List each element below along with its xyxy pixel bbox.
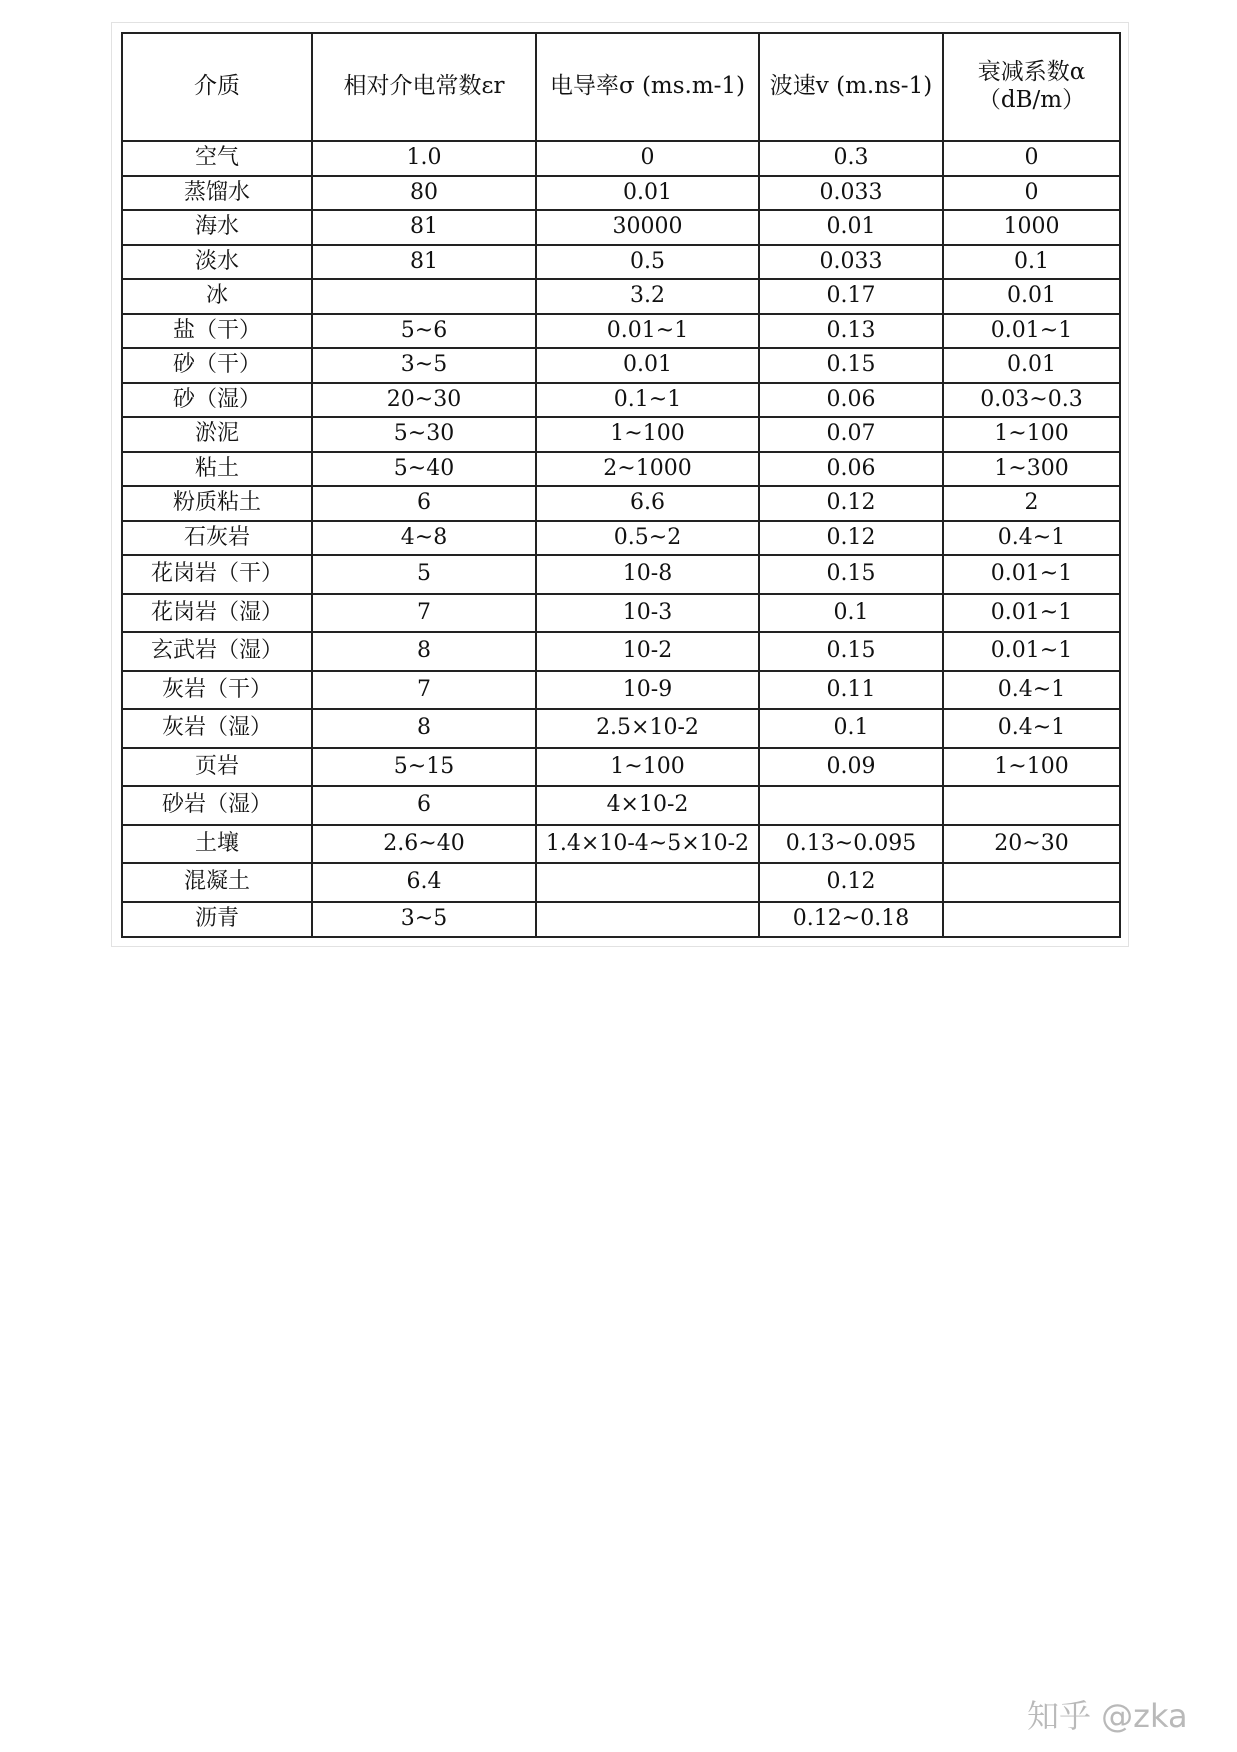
medium-cell: 砂（湿） (122, 383, 312, 418)
permittivity-cell: 3~5 (312, 348, 536, 383)
table-row (122, 176, 1120, 211)
table-row (122, 279, 1120, 314)
conductivity-cell: 1.4×10-4~5×10-2 (536, 825, 759, 864)
table-row (122, 863, 1120, 902)
permittivity-cell: 8 (312, 709, 536, 748)
conductivity-cell: 10-3 (536, 594, 759, 633)
velocity-cell: 0.11 (759, 671, 943, 710)
conductivity-cell (536, 902, 759, 937)
medium-cell: 砂岩（湿） (122, 786, 312, 825)
attenuation-cell: 1~300 (943, 452, 1120, 487)
velocity-cell: 0.06 (759, 383, 943, 418)
conductivity-cell: 2~1000 (536, 452, 759, 487)
medium-cell: 灰岩（干） (122, 671, 312, 710)
velocity-cell: 0.033 (759, 176, 943, 211)
conductivity-cell: 10-9 (536, 671, 759, 710)
header-conductivity: 电导率σ (ms.m-1) (536, 33, 759, 141)
velocity-cell: 0.15 (759, 632, 943, 671)
medium-cell: 页岩 (122, 748, 312, 787)
conductivity-cell: 10-8 (536, 555, 759, 594)
attenuation-cell: 0 (943, 176, 1120, 211)
velocity-cell: 0.1 (759, 594, 943, 633)
table-row (122, 210, 1120, 245)
velocity-cell: 0.1 (759, 709, 943, 748)
table-row (122, 521, 1120, 556)
attenuation-cell (943, 786, 1120, 825)
attenuation-cell: 0.03~0.3 (943, 383, 1120, 418)
medium-cell: 蒸馏水 (122, 176, 312, 211)
velocity-cell: 0.13~0.095 (759, 825, 943, 864)
table-row (122, 348, 1120, 383)
velocity-cell: 0.3 (759, 141, 943, 176)
permittivity-cell: 7 (312, 671, 536, 710)
conductivity-cell: 4×10-2 (536, 786, 759, 825)
permittivity-cell: 5 (312, 555, 536, 594)
permittivity-cell: 81 (312, 245, 536, 280)
header-permittivity: 相对介电常数εr (312, 33, 536, 141)
attenuation-cell: 0.4~1 (943, 671, 1120, 710)
permittivity-cell: 2.6~40 (312, 825, 536, 864)
conductivity-cell: 10-2 (536, 632, 759, 671)
medium-cell: 空气 (122, 141, 312, 176)
attenuation-cell: 1~100 (943, 417, 1120, 452)
table-row (122, 594, 1120, 633)
permittivity-cell: 8 (312, 632, 536, 671)
conductivity-cell: 1~100 (536, 417, 759, 452)
velocity-cell: 0.13 (759, 314, 943, 349)
table-row (122, 383, 1120, 418)
attenuation-cell: 1000 (943, 210, 1120, 245)
conductivity-cell: 3.2 (536, 279, 759, 314)
medium-cell: 盐（干） (122, 314, 312, 349)
table-row (122, 314, 1120, 349)
medium-cell: 混凝土 (122, 863, 312, 902)
velocity-cell: 0.15 (759, 555, 943, 594)
permittivity-cell: 5~40 (312, 452, 536, 487)
permittivity-cell: 5~30 (312, 417, 536, 452)
conductivity-cell (536, 863, 759, 902)
velocity-cell: 0.12 (759, 486, 943, 521)
medium-cell: 玄武岩（湿） (122, 632, 312, 671)
permittivity-cell: 80 (312, 176, 536, 211)
attenuation-cell: 0.01~1 (943, 632, 1120, 671)
table-row (122, 825, 1120, 864)
attenuation-cell: 0.01 (943, 348, 1120, 383)
watermark: 知乎 @zka (1027, 1697, 1188, 1735)
table-row (122, 245, 1120, 280)
attenuation-cell: 0.01~1 (943, 555, 1120, 594)
attenuation-cell (943, 863, 1120, 902)
header-medium: 介质 (122, 33, 312, 141)
table-row (122, 417, 1120, 452)
medium-cell: 花岗岩（干） (122, 555, 312, 594)
medium-cell: 石灰岩 (122, 521, 312, 556)
attenuation-cell: 2 (943, 486, 1120, 521)
table-row (122, 902, 1120, 937)
conductivity-cell: 0.01 (536, 176, 759, 211)
velocity-cell: 0.07 (759, 417, 943, 452)
permittivity-cell: 1.0 (312, 141, 536, 176)
medium-cell: 粉质粘土 (122, 486, 312, 521)
permittivity-cell: 5~15 (312, 748, 536, 787)
dielectric-properties-table (121, 32, 1121, 938)
medium-cell: 沥青 (122, 902, 312, 937)
velocity-cell: 0.12 (759, 521, 943, 556)
table-row (122, 452, 1120, 487)
table-row (122, 709, 1120, 748)
conductivity-cell: 0.1~1 (536, 383, 759, 418)
attenuation-cell: 0.4~1 (943, 521, 1120, 556)
medium-cell: 花岗岩（湿） (122, 594, 312, 633)
attenuation-cell: 0 (943, 141, 1120, 176)
medium-cell: 粘土 (122, 452, 312, 487)
velocity-cell: 0.15 (759, 348, 943, 383)
conductivity-cell: 0.01~1 (536, 314, 759, 349)
attenuation-cell: 0.4~1 (943, 709, 1120, 748)
attenuation-cell: 0.01~1 (943, 314, 1120, 349)
conductivity-cell: 0.5~2 (536, 521, 759, 556)
table-row (122, 632, 1120, 671)
conductivity-cell: 0.5 (536, 245, 759, 280)
medium-cell: 海水 (122, 210, 312, 245)
attenuation-cell: 20~30 (943, 825, 1120, 864)
medium-cell: 淤泥 (122, 417, 312, 452)
conductivity-cell: 0.01 (536, 348, 759, 383)
velocity-cell: 0.17 (759, 279, 943, 314)
permittivity-cell: 20~30 (312, 383, 536, 418)
permittivity-cell (312, 279, 536, 314)
velocity-cell: 0.09 (759, 748, 943, 787)
permittivity-cell: 81 (312, 210, 536, 245)
permittivity-cell: 7 (312, 594, 536, 633)
table-row (122, 748, 1120, 787)
table-header-row (122, 33, 1120, 141)
medium-cell: 土壤 (122, 825, 312, 864)
table-row (122, 555, 1120, 594)
header-attenuation: 衰减系数α（dB/m） (943, 33, 1120, 141)
velocity-cell: 0.06 (759, 452, 943, 487)
velocity-cell: 0.01 (759, 210, 943, 245)
attenuation-cell: 0.1 (943, 245, 1120, 280)
velocity-cell (759, 786, 943, 825)
permittivity-cell: 5~6 (312, 314, 536, 349)
medium-cell: 砂（干） (122, 348, 312, 383)
conductivity-cell: 2.5×10-2 (536, 709, 759, 748)
table-row (122, 786, 1120, 825)
table-row (122, 671, 1120, 710)
medium-cell: 灰岩（湿） (122, 709, 312, 748)
permittivity-cell: 4~8 (312, 521, 536, 556)
table-row (122, 486, 1120, 521)
conductivity-cell: 6.6 (536, 486, 759, 521)
attenuation-cell (943, 902, 1120, 937)
permittivity-cell: 6 (312, 486, 536, 521)
medium-cell: 淡水 (122, 245, 312, 280)
medium-cell: 冰 (122, 279, 312, 314)
velocity-cell: 0.12 (759, 863, 943, 902)
conductivity-cell: 1~100 (536, 748, 759, 787)
conductivity-cell: 0 (536, 141, 759, 176)
attenuation-cell: 0.01 (943, 279, 1120, 314)
conductivity-cell: 30000 (536, 210, 759, 245)
velocity-cell: 0.033 (759, 245, 943, 280)
attenuation-cell: 1~100 (943, 748, 1120, 787)
permittivity-cell: 3~5 (312, 902, 536, 937)
table-row (122, 141, 1120, 176)
header-velocity: 波速v (m.ns-1) (759, 33, 943, 141)
permittivity-cell: 6 (312, 786, 536, 825)
attenuation-cell: 0.01~1 (943, 594, 1120, 633)
velocity-cell: 0.12~0.18 (759, 902, 943, 937)
permittivity-cell: 6.4 (312, 863, 536, 902)
